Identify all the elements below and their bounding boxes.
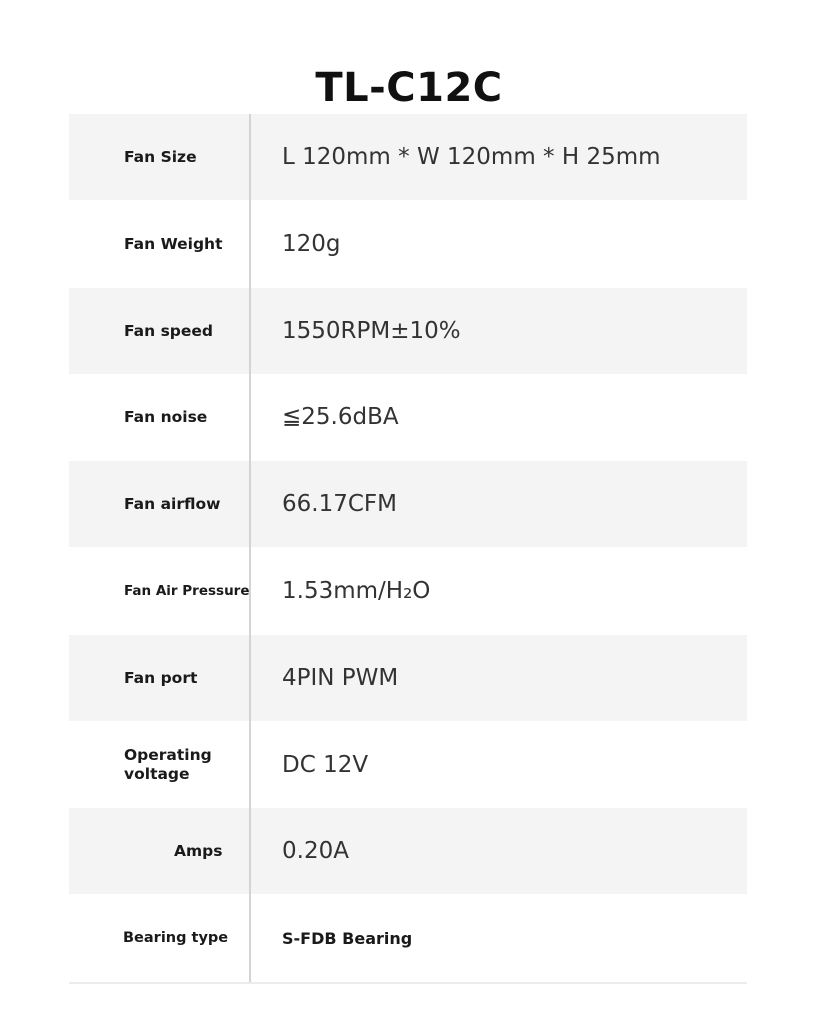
spec-label: Fan port — [124, 668, 198, 687]
spec-value: 66.17CFM — [282, 491, 397, 517]
spec-label: Amps — [174, 841, 223, 860]
spec-row-fan-air-pressure — [69, 548, 747, 634]
spec-table — [69, 114, 747, 982]
spec-row-fan-airflow — [69, 461, 747, 547]
spec-row-operating-voltage — [69, 722, 747, 808]
table-bottom-divider — [69, 982, 747, 984]
spec-label: Fan Weight — [124, 234, 223, 253]
spec-label: Bearing type — [123, 929, 229, 946]
spec-row-bearing-type — [69, 895, 747, 981]
spec-value: 4PIN PWM — [282, 665, 399, 691]
spec-label: Operating voltage — [124, 746, 212, 783]
spec-value: DC 12V — [282, 752, 369, 778]
spec-value: 1.53mm/H₂O — [282, 578, 431, 604]
spec-label: Fan speed — [124, 321, 214, 340]
page-title: TL-C12C — [315, 64, 503, 111]
spec-row-fan-noise — [69, 374, 747, 460]
spec-row-fan-speed — [69, 288, 747, 374]
spec-label: Fan Size — [124, 147, 197, 166]
spec-value: 0.20A — [282, 838, 349, 864]
spec-value: L 120mm * W 120mm * H 25mm — [282, 144, 661, 170]
spec-value: 120g — [282, 231, 341, 257]
spec-row-fan-size — [69, 114, 747, 200]
spec-row-fan-port — [69, 635, 747, 721]
spec-value: S-FDB Bearing — [282, 928, 413, 948]
spec-row-amps — [69, 808, 747, 894]
spec-value: 1550RPM±10% — [282, 318, 461, 344]
spec-label: Fan noise — [124, 407, 208, 426]
spec-label: Fan airflow — [124, 494, 221, 513]
spec-value: ≦25.6dBA — [282, 404, 399, 430]
column-divider — [249, 114, 251, 982]
spec-label: Fan Air Pressure — [124, 582, 250, 599]
spec-row-fan-weight — [69, 201, 747, 287]
